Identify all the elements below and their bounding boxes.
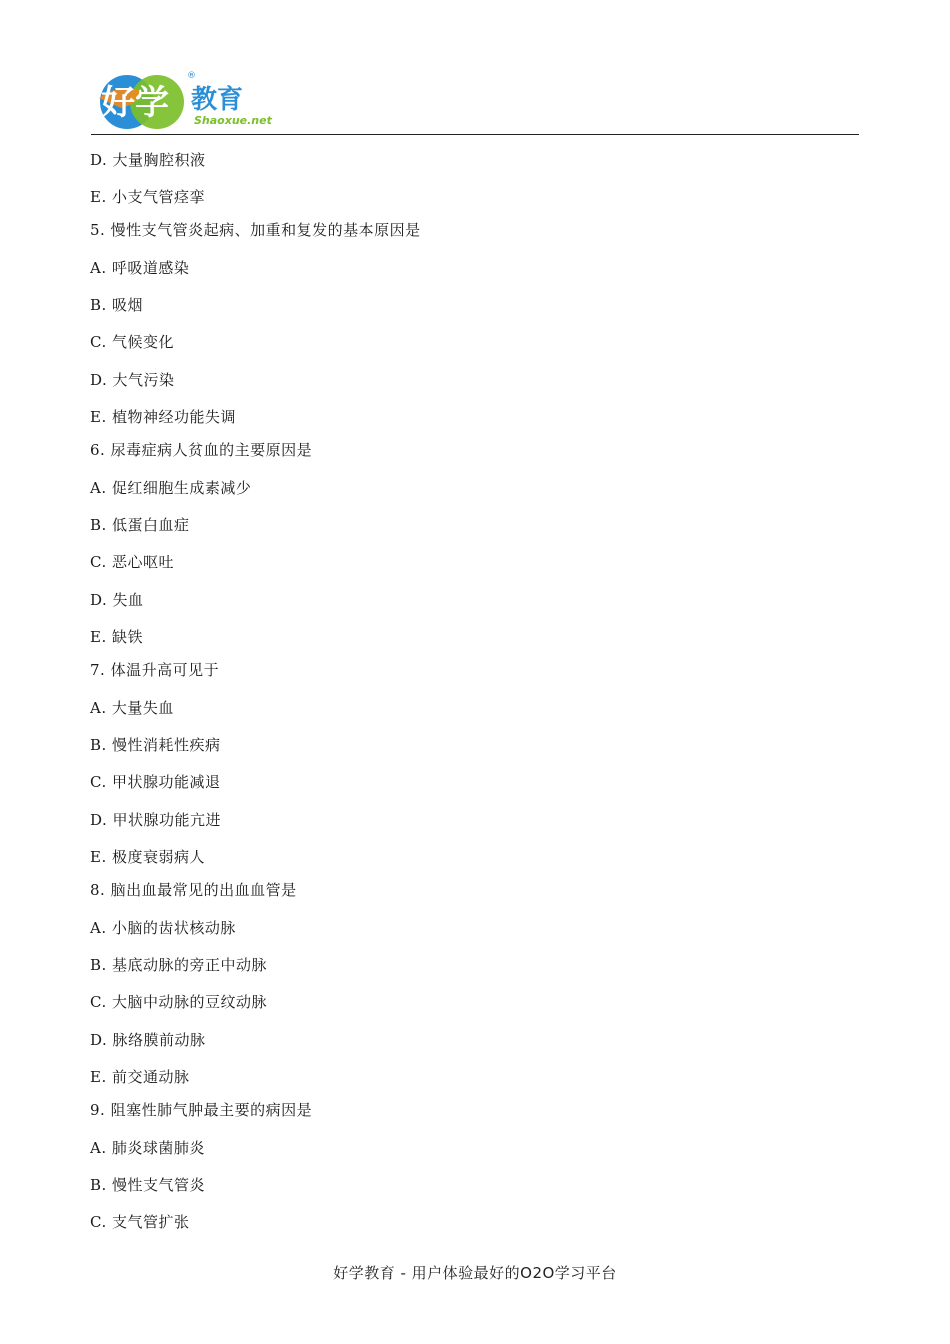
option-line: E. 前交通动脉 — [90, 1068, 190, 1086]
option-line: D. 大气污染 — [90, 371, 175, 389]
option-line: D. 失血 — [90, 591, 144, 609]
page-footer: 好学教育 - 用户体验最好的O2O学习平台 — [333, 1264, 617, 1282]
option-line: B. 慢性消耗性疾病 — [90, 736, 221, 754]
logo-url: Shaoxue.net — [194, 114, 272, 127]
option-line: E. 缺铁 — [90, 628, 143, 646]
question-line: 6. 尿毒症病人贫血的主要原因是 — [90, 441, 313, 459]
option-line: C. 支气管扩张 — [90, 1213, 190, 1231]
question-line: 7. 体温升高可见于 — [90, 661, 220, 679]
option-line: A. 呼吸道感染 — [90, 259, 190, 277]
option-line: D. 脉络膜前动脉 — [90, 1031, 206, 1049]
option-line: B. 慢性支气管炎 — [90, 1176, 206, 1194]
option-line: A. 小脑的齿状核动脉 — [90, 919, 236, 937]
option-line: A. 大量失血 — [90, 699, 174, 717]
logo-registered-mark: ® — [187, 71, 196, 81]
option-line: C. 恶心呕吐 — [90, 553, 174, 571]
option-line: D. 大量胸腔积液 — [90, 151, 206, 169]
header-divider — [91, 134, 859, 135]
option-line: B. 低蛋白血症 — [90, 516, 190, 534]
option-line: C. 甲状腺功能减退 — [90, 773, 221, 791]
option-line: A. 肺炎球菌肺炎 — [90, 1139, 205, 1157]
question-line: 8. 脑出血最常见的出血血管是 — [90, 881, 297, 899]
option-line: C. 大脑中动脉的豆纹动脉 — [90, 993, 267, 1011]
logo-text-secondary: 教育 — [191, 85, 244, 115]
question-line: 9. 阻塞性肺气肿最主要的病因是 — [90, 1101, 313, 1119]
option-line: C. 气候变化 — [90, 333, 174, 351]
brand-logo — [91, 62, 281, 132]
option-line: E. 极度衰弱病人 — [90, 848, 205, 866]
option-line: B. 吸烟 — [90, 296, 144, 314]
logo-text: 好学 — [101, 83, 169, 123]
option-line: D. 甲状腺功能亢进 — [90, 811, 222, 829]
option-line: B. 基底动脉的旁正中动脉 — [90, 956, 268, 974]
option-line: E. 植物神经功能失调 — [90, 408, 236, 426]
question-line: 5. 慢性支气管炎起病、加重和复发的基本原因是 — [90, 221, 421, 239]
page-header — [91, 62, 859, 137]
option-line: A. 促红细胞生成素减少 — [90, 479, 252, 497]
option-line: E. 小支气管痉挛 — [90, 188, 205, 206]
